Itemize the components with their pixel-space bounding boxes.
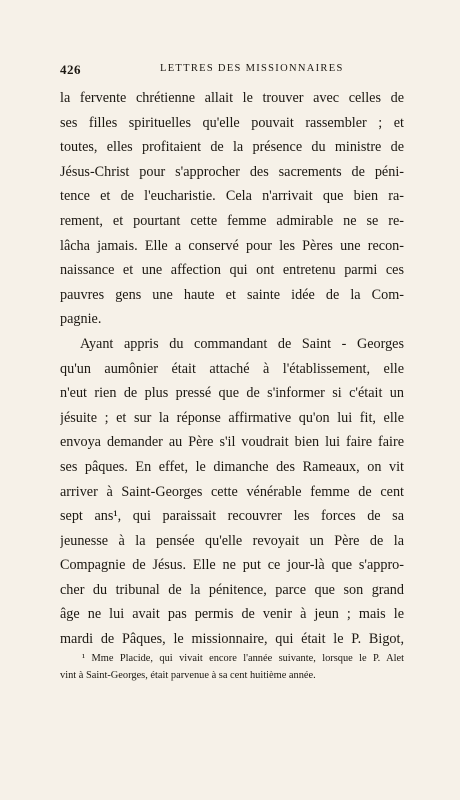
running-head: LETTRES DES MISSIONNAIRES xyxy=(160,63,344,74)
text-line: lâcha jamais. Elle a conservé pour les Pères une recon- xyxy=(60,237,404,254)
text-line: ses filles spirituelles qu'elle pouvait rassembler ; et xyxy=(60,114,404,131)
text-line: jésuite ; et sur la réponse affirmative qu'on lui fit, elle xyxy=(60,409,404,426)
text-line: âge ne lui avait pas permis de venir à jeun ; mais le xyxy=(60,606,404,623)
text-line: envoya demander au Père s'il voudrait bien lui faire faire xyxy=(60,434,404,451)
paragraph xyxy=(60,332,404,652)
body-text xyxy=(60,86,404,652)
text-line: mardi de Pâques, le missionnaire, qui était le P. Bigot, xyxy=(60,631,404,648)
page-header xyxy=(60,62,400,78)
text-line: rement, et pourtant cette femme admirable ne se re- xyxy=(60,212,404,229)
text-line: la fervente chrétienne allait le trouver avec celles de xyxy=(60,90,404,106)
text-line: naissance et une affection qui ont entretenu parmi ces xyxy=(60,262,404,279)
text-line: arriver à Saint-Georges cette vénérable femme de cent xyxy=(60,483,404,500)
paragraph xyxy=(60,86,404,332)
text-line: Compagnie de Jésus. Elle ne put ce jour-là que s'appro- xyxy=(60,557,404,574)
page-number: 426 xyxy=(60,62,81,77)
text-line: toutes, elles profitaient de la présence du ministre de xyxy=(60,139,404,156)
text-line: sept ans¹, qui paraissait recouvrer les forces de sa xyxy=(60,508,404,525)
footnote xyxy=(60,650,404,684)
text-line: Jésus-Christ pour s'approcher des sacrements de péni- xyxy=(60,163,404,180)
text-line: pagnie. xyxy=(60,311,102,328)
text-line: Ayant appris du commandant de Saint - Georges xyxy=(80,335,404,352)
text-line: pauvres gens une haute et sainte idée de la Com- xyxy=(60,286,404,303)
footnote-line: vint à Saint-Georges, était parvenue à sa cent huitième année. xyxy=(60,670,316,681)
text-line: n'eut rien de plus pressé que de s'informer si c'était un xyxy=(60,385,404,402)
text-line: qu'un aumônier était attaché à l'établissement, elle xyxy=(60,360,404,377)
text-line: jeunesse à la pensée qu'elle revoyait un Père de la xyxy=(60,532,404,549)
text-line: cher du tribunal de la pénitence, parce que son grand xyxy=(60,581,404,598)
text-line: ses pâques. En effet, le dimanche des Rameaux, on vit xyxy=(60,458,404,475)
footnote-line: ¹ Mme Placide, qui vivait encore l'année suivante, lorsque le P. Alet xyxy=(82,653,404,664)
text-line: tence et de l'eucharistie. Cela n'arrivait que bien ra- xyxy=(60,188,404,205)
